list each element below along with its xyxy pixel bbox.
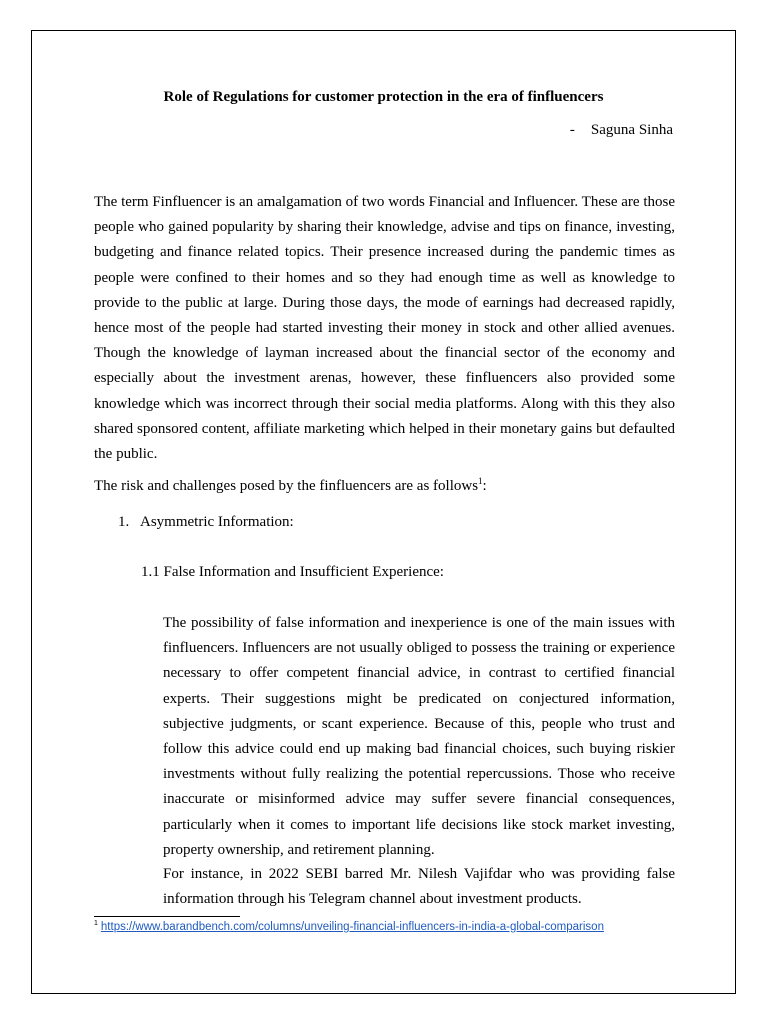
author-name: Saguna Sinha: [590, 122, 673, 138]
body-paragraph: The possibility of false information and inexperience is one of the main issues with finfluencers. Influencers are not usually obliged to possess the training or experience necessary to offer competent financial advice, in contrast to certified financial experts. Their suggestions might be predicated on conjectured information, subjective judgments, or scant experience. Because of this, people who trust and follow this advice could end up making bad financial choices, such buying riskier investments without fully realizing the potential repercussions. Those who receive inaccurate or misinformed advice may suffer severe financial consequences, particularly when it comes to important life decisions like stock market investing, property ownership, and retirement planning.: [163, 615, 675, 858]
risk-intro: [94, 478, 487, 495]
subheading: 1.1 False Information and Insufficient Experience:: [141, 564, 444, 580]
author-dash: -: [569, 122, 575, 138]
risk-intro-text: The risk and challenges posed by the finfluencers are as follows: [94, 478, 479, 494]
footnote-separator: [94, 916, 240, 917]
list-item: [118, 514, 294, 531]
footnote-ref[interactable]: 1: [478, 476, 483, 486]
document-title: Role of Regulations for customer protection in the era of finfluencers: [163, 89, 604, 105]
author-line: [570, 122, 673, 139]
list-item-number: 1.: [118, 514, 130, 530]
footnote-link[interactable]: https://www.barandbench.com/columns/unveiling-financial-influencers-in-india-a-global-comparison: [100, 920, 604, 933]
risk-intro-colon: :: [482, 478, 487, 494]
footnote-number: 1: [94, 920, 98, 927]
document-page: [31, 30, 736, 994]
footnote: [94, 920, 604, 933]
example-paragraph: For instance, in 2022 SEBI barred Mr. Nilesh Vajifdar who was providing false information through his Telegram channel about investment products.: [163, 866, 675, 908]
list-item-text: Asymmetric Information:: [140, 514, 294, 530]
intro-paragraph: The term Finfluencer is an amalgamation of two words Financial and Influencer. These are those people who gained popularity by sharing their knowledge, advise and tips on finance, investing, budgeting and finance related topics. Their presence increased during the pandemic times as people were confined to their homes and so they had enough time as well as knowledge to provide to the public at large. During those days, the mode of earnings had decreased rapidly, hence most of the people had started investing their money in stock and other allied avenues. Though the knowledge of layman increased about the financial sector of the economy and especially about the investment arenas, however, these finfluencers also provided some knowledge which was incorrect through their social media platforms. Along with this they also shared sponsored content, affiliate marketing which helped in their monetary gains but defaulted the public.: [94, 194, 675, 463]
